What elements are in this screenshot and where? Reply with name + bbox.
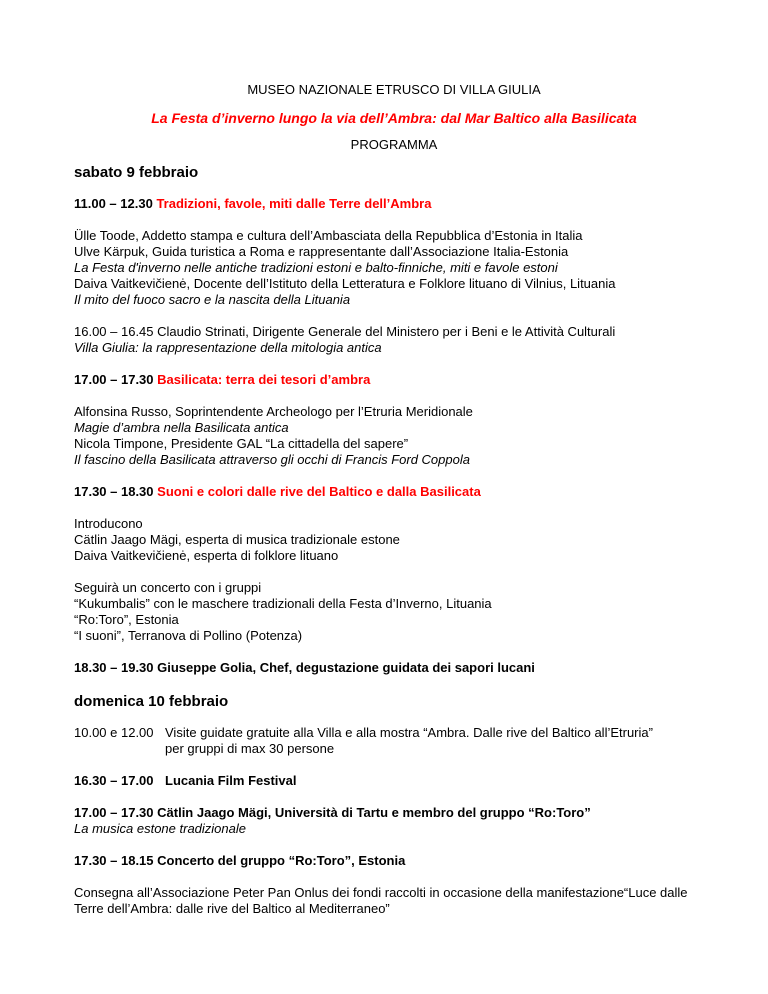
talk-title: La Festa d'inverno nelle antiche tradizioni estoni e balto-finniche, miti e favole estoni <box>74 260 558 275</box>
session-1-title: Tradizioni, favole, miti dalle Terre dell’Ambra <box>156 196 432 211</box>
session-4-intro <box>74 516 714 564</box>
day2-row-3 <box>74 805 714 837</box>
session-4-header <box>74 484 714 500</box>
talk-title: Il mito del fuoco sacro e la nascita della Lituania <box>74 292 351 307</box>
session-1-time: 11.00 – 12.30 <box>74 196 153 211</box>
event-title: La Festa d’inverno lungo la via dell’Ambra: dal Mar Baltico alla Basilicata <box>151 110 637 126</box>
session-5 <box>74 660 714 676</box>
day2-row-2-desc: Lucania Film Festival <box>165 773 297 788</box>
session-1-details <box>74 228 714 308</box>
session-3 <box>74 372 714 468</box>
day2-row-4-line: 17.30 – 18.15 Concerto del gruppo “Ro:Toro”, Estonia <box>74 853 406 868</box>
session-3-details <box>74 404 714 468</box>
day1-heading: sabato 9 febbraio <box>74 164 199 181</box>
concert-line: “I suoni”, Terranova di Pollino (Potenza) <box>74 628 303 643</box>
session-2-line: 16.00 – 16.45 Claudio Strinati, Dirigente Generale del Ministero per i Beni e le Attività Culturali <box>74 324 616 339</box>
intro-line: Introducono <box>74 516 143 531</box>
day2-row-4 <box>74 853 714 869</box>
speaker-line: Nicola Timpone, Presidente GAL “La cittadella del sapere” <box>74 436 409 451</box>
session-3-time: 17.00 – 17.30 <box>74 372 154 387</box>
session-4-title: Suoni e colori dalle rive del Baltico e dalla Basilicata <box>157 484 481 499</box>
day2-row-2 <box>74 773 714 789</box>
session-1 <box>74 196 714 308</box>
session-1-header <box>74 196 714 212</box>
closing-note <box>74 885 714 917</box>
concert-line: Seguirà un concerto con i gruppi <box>74 580 262 595</box>
intro-line: Daiva Vaitkevičienė, esperta di folklore lituano <box>74 548 339 563</box>
speaker-line: Ulve Kärpuk, Guida turistica a Roma e rappresentante dall’Associazione Italia-Estonia <box>74 244 569 259</box>
day2-row-3-line: 17.00 – 17.30 Cätlin Jaago Mägi, Università di Tartu e membro del gruppo “Ro:Toro” <box>74 805 591 820</box>
programma-label: PROGRAMMA <box>350 137 438 152</box>
talk-title: Villa Giulia: la rappresentazione della mitologia antica <box>74 340 382 355</box>
session-5-line: 18.30 – 19.30 Giuseppe Golia, Chef, degustazione guidata dei sapori lucani <box>74 660 535 675</box>
session-2 <box>74 324 714 356</box>
closing-line: Terre dell’Ambra: dalle rive del Baltico al Mediterraneo” <box>74 901 390 916</box>
talk-title: Magie d’ambra nella Basilicata antica <box>74 420 289 435</box>
session-4 <box>74 484 714 644</box>
speaker-line: Ülle Toode, Addetto stampa e cultura dell’Ambasciata della Repubblica d’Estonia in Italia <box>74 228 583 243</box>
day2-row-1 <box>74 725 714 757</box>
museum-name: MUSEO NAZIONALE ETRUSCO DI VILLA GIULIA <box>247 82 541 97</box>
talk-title: La musica estone tradizionale <box>74 821 246 836</box>
day2-row-2-time: 16.30 – 17.00 <box>74 773 154 788</box>
session-3-title: Basilicata: terra dei tesori d’ambra <box>157 372 371 387</box>
session-4-time: 17.30 – 18.30 <box>74 484 154 499</box>
day2-row-1-time: 10.00 e 12.00 <box>74 725 154 740</box>
closing-line: Consegna all’Associazione Peter Pan Onlus dei fondi raccolti in occasione della manifestazione“Luce dalle <box>74 885 688 900</box>
concert-line: “Kukumbalis” con le maschere tradizionali della Festa d’Inverno, Lituania <box>74 596 492 611</box>
document-content <box>74 82 714 917</box>
intro-line: Cätlin Jaago Mägi, esperta di musica tradizionale estone <box>74 532 400 547</box>
session-4-concert <box>74 580 714 644</box>
day2-heading: domenica 10 febbraio <box>74 693 229 710</box>
session-3-header <box>74 372 714 388</box>
speaker-line: Daiva Vaitkevičienė, Docente dell’Istituto della Letteratura e Folklore lituano di Vilnius, Lituania <box>74 276 616 291</box>
speaker-line: Alfonsina Russo, Soprintendente Archeologo per l’Etruria Meridionale <box>74 404 473 419</box>
day2-row-1-line: Visite guidate gratuite alla Villa e alla mostra “Ambra. Dalle rive del Baltico all’Etruria” <box>165 725 653 740</box>
concert-line: “Ro:Toro”, Estonia <box>74 612 179 627</box>
talk-title: Il fascino della Basilicata attraverso gli occhi di Francis Ford Coppola <box>74 452 470 467</box>
day2-row-1-line: per gruppi di max 30 persone <box>165 741 335 756</box>
